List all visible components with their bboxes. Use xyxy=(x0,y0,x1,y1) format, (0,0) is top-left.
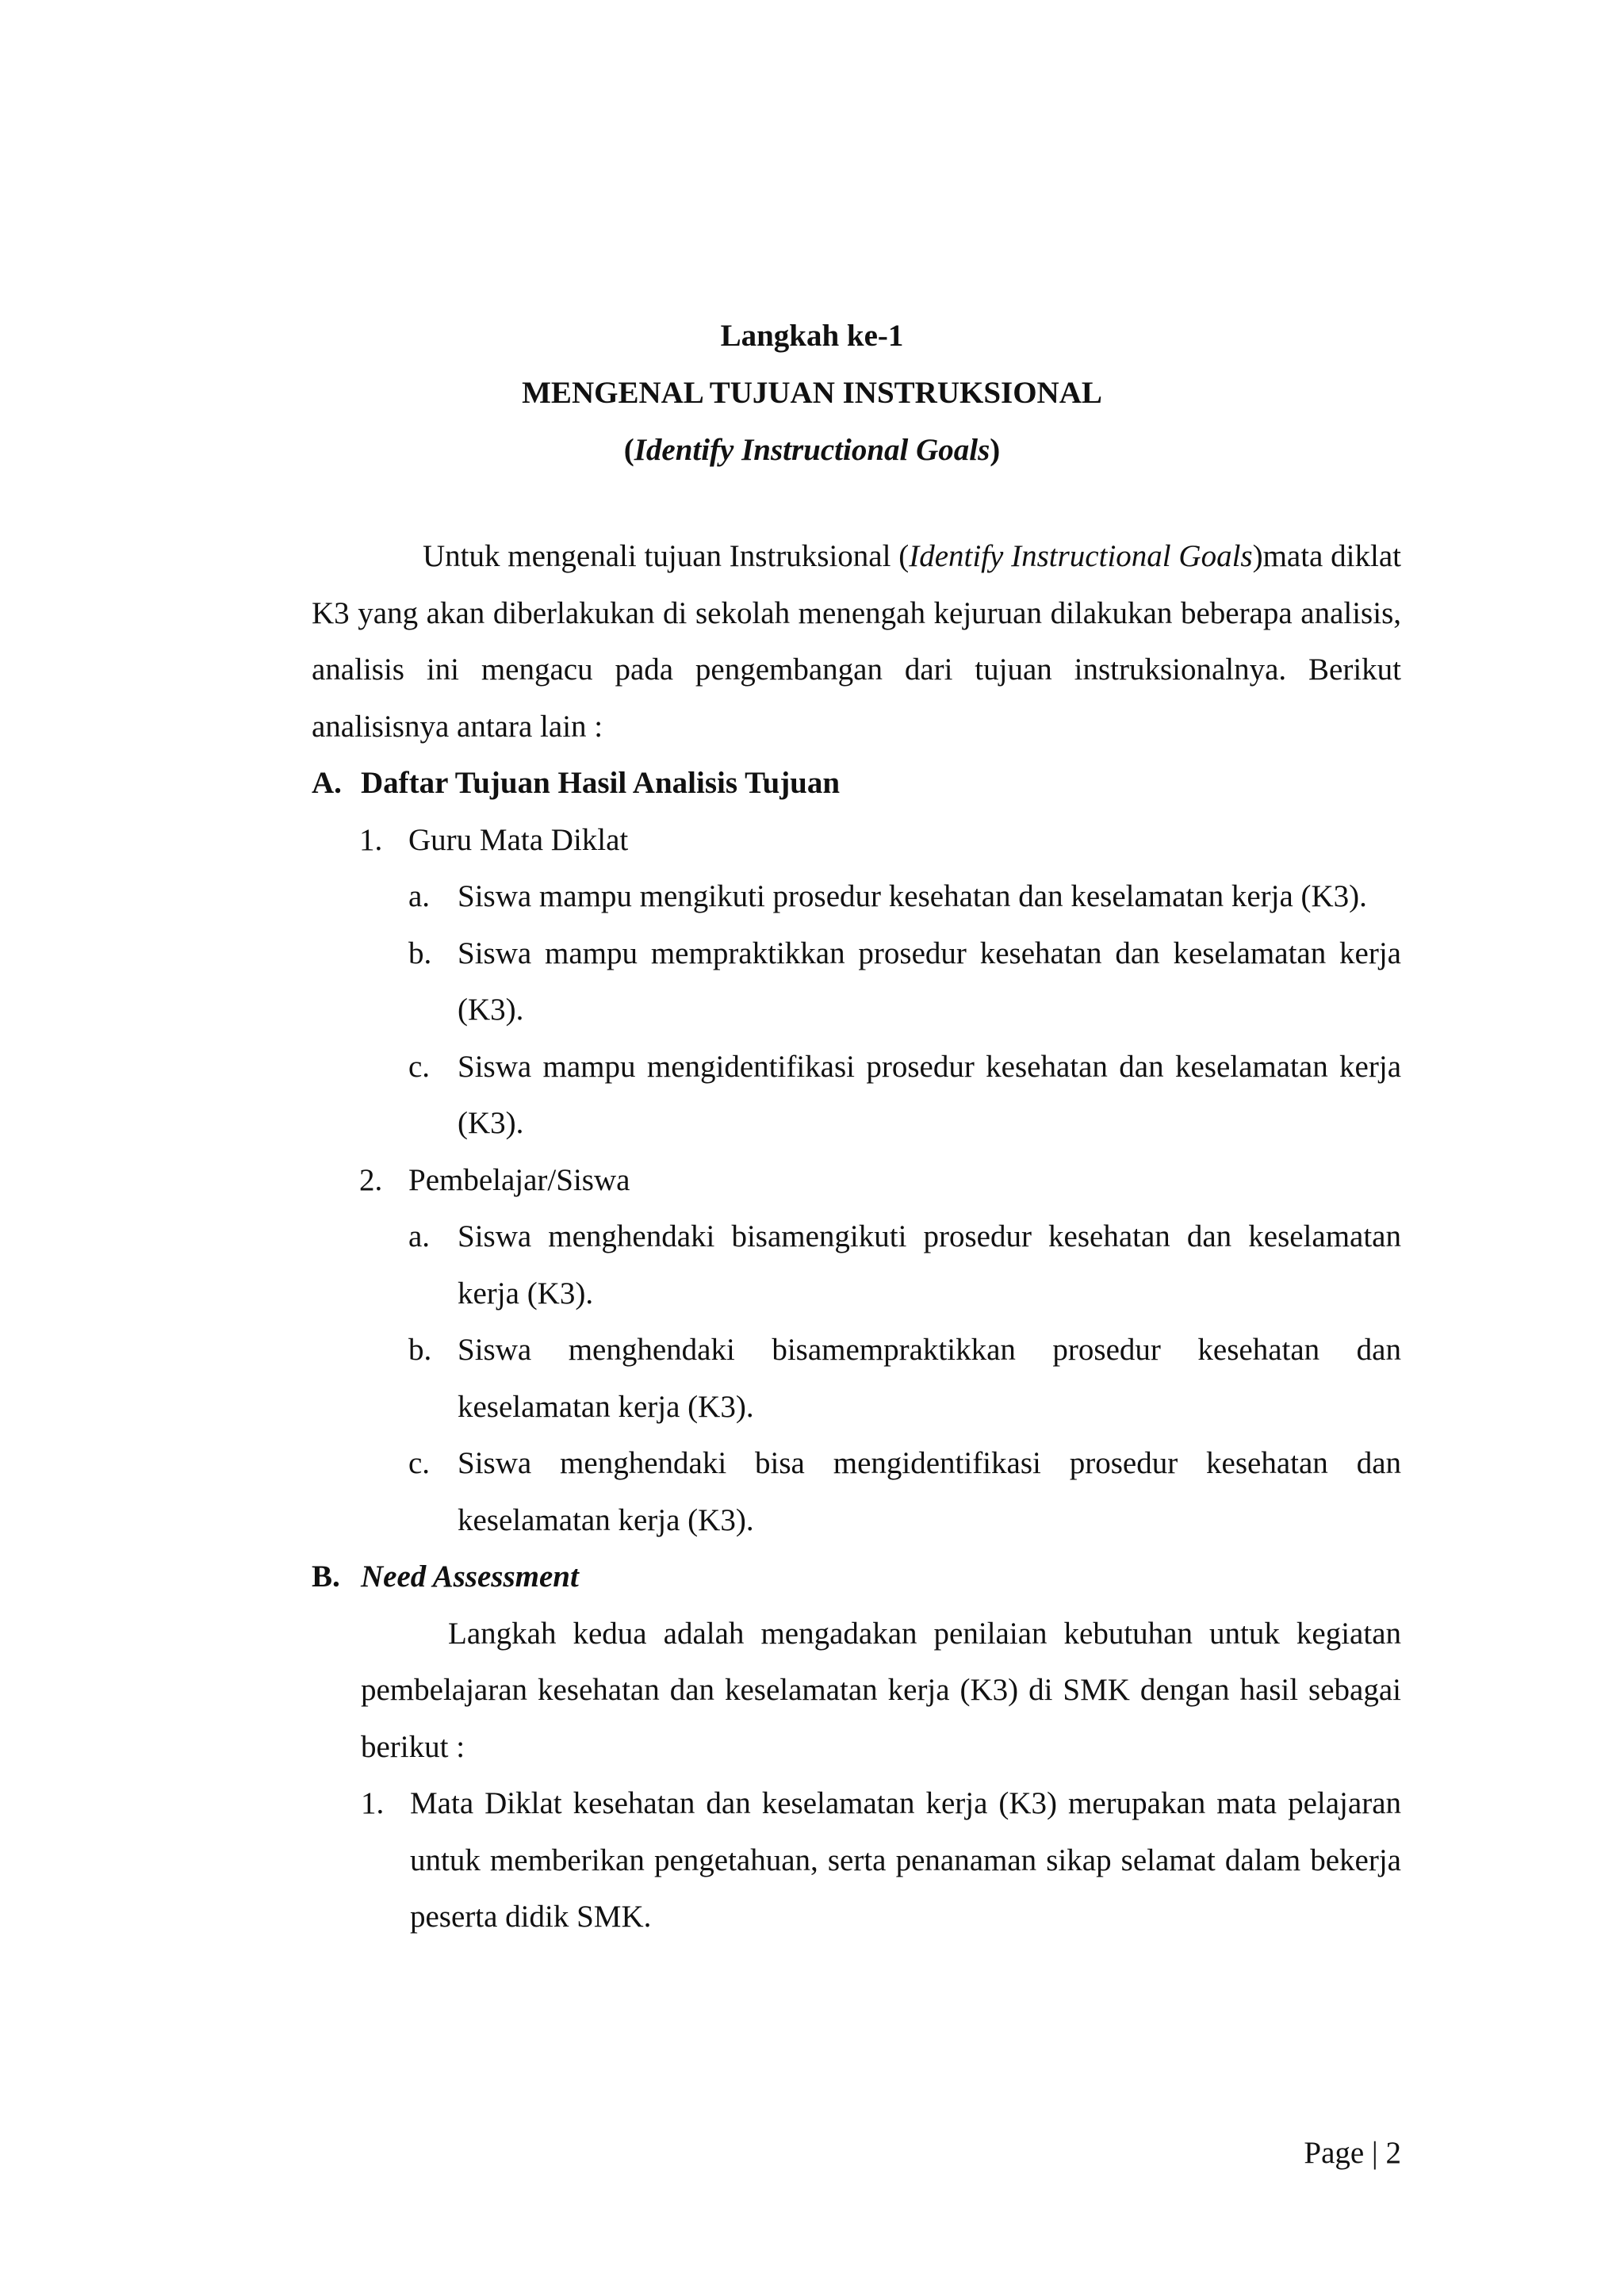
list-item xyxy=(408,1322,1401,1435)
list-item-text: Siswa mampu mempraktikkan prosedur kesehatan dan keselamatan kerja (K3). xyxy=(458,936,1401,1027)
list-item-text: Siswa menghendaki bisamengikuti prosedur kesehatan dan keselamatan kerja (K3). xyxy=(458,1219,1401,1311)
section-b-title: Need Assessment xyxy=(361,1559,579,1594)
intro-text-2: )mata diklat K3 yang akan diberlakukan di sekolah menengah kejuruan dilakukan beberapa analisis, analisis ini mengacu pada pengembangan dari tujuan instruksionalnya. Berikut analisisnya antara lain : xyxy=(312,539,1401,744)
list-item xyxy=(408,1435,1401,1548)
step-title: Langkah ke-1 xyxy=(720,319,904,353)
list-item-text: Siswa mampu mengikuti prosedur kesehatan dan keselamatan kerja (K3). xyxy=(458,879,1367,913)
group-title: Guru Mata Diklat xyxy=(408,822,629,857)
list-item xyxy=(408,1208,1401,1322)
list-marker: 1. xyxy=(361,1786,385,1820)
intro-paragraph xyxy=(312,528,1401,755)
list-marker: 2. xyxy=(359,1162,383,1197)
list-item-text: Siswa mampu mengidentifikasi prosedur kesehatan dan keselamatan kerja (K3). xyxy=(458,1049,1401,1140)
intro-text-1: Untuk mengenali tujuan Instruksional ( xyxy=(423,539,910,573)
list-item xyxy=(408,868,1401,925)
section-a-title: Daftar Tujuan Hasil Analisis Tujuan xyxy=(361,766,841,800)
list-item-text: Siswa menghendaki bisamempraktikkan prosedur kesehatan dan keselamatan kerja (K3). xyxy=(458,1333,1401,1424)
list-marker: a. xyxy=(408,1219,431,1253)
list-marker: b. xyxy=(408,1333,432,1367)
list-item xyxy=(408,1039,1401,1152)
group-title: Pembelajar/Siswa xyxy=(408,1162,630,1197)
list-marker: c. xyxy=(408,1049,431,1084)
list-marker: b. xyxy=(408,936,432,970)
list-item-text: Siswa menghendaki bisa mengidentifikasi prosedur kesehatan dan keselamatan kerja (K3). xyxy=(458,1446,1401,1537)
section-a-heading xyxy=(312,755,1401,812)
intro-italic: Identify Instructional Goals xyxy=(909,539,1253,573)
list-item xyxy=(408,925,1401,1039)
section-a-marker: A. xyxy=(312,766,342,800)
list-marker: c. xyxy=(408,1446,431,1480)
chapter-subtitle xyxy=(0,422,1624,479)
title-block xyxy=(0,308,1624,479)
section-a-group-1 xyxy=(359,812,1401,869)
list-marker: 1. xyxy=(359,822,383,857)
list-item xyxy=(361,1775,1401,1946)
chapter-title: MENGENAL TUJUAN INSTRUKSIONAL xyxy=(522,376,1102,410)
section-b-heading xyxy=(312,1548,1401,1605)
page-number: Page | 2 xyxy=(1304,2136,1401,2170)
section-b-marker: B. xyxy=(312,1559,340,1594)
section-b-paragraph: Langkah kedua adalah mengadakan penilaian kebutuhan untuk kegiatan pembelajaran kesehatan dan keselamatan kerja (K3) di SMK dengan hasil sebagai berikut : xyxy=(361,1616,1401,1764)
list-item-text: Mata Diklat kesehatan dan keselamatan kerja (K3) merupakan mata pelajaran untuk memberikan pengetahuan, serta penanaman sikap selamat dalam bekerja peserta didik SMK. xyxy=(410,1786,1401,1934)
subtitle-close-paren: ) xyxy=(990,433,1001,467)
subtitle-italic: Identify Instructional Goals xyxy=(634,433,990,467)
list-marker: a. xyxy=(408,879,431,913)
document-body xyxy=(312,528,1401,1946)
section-a-group-2 xyxy=(359,1152,1401,1209)
subtitle-open-paren: ( xyxy=(623,433,634,467)
